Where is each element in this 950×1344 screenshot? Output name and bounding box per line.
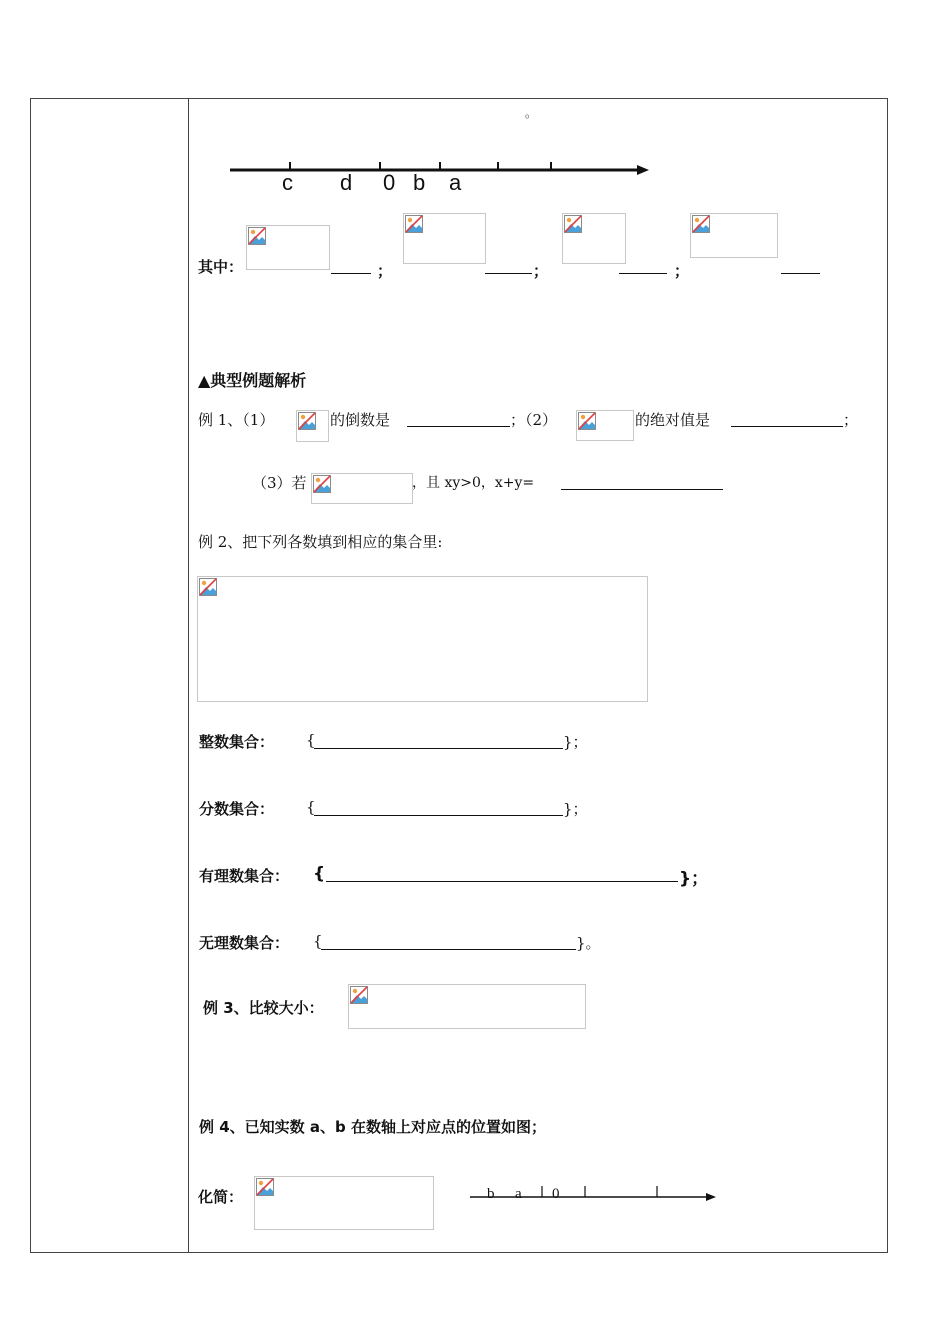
top-mark: 。 — [525, 106, 538, 120]
simplify-label: 化简： — [198, 1188, 244, 1206]
number-line-label: 0 — [383, 170, 396, 195]
ex2-title: 例 2、把下列各数填到相应的集合里: — [198, 533, 443, 551]
formula-image — [254, 1176, 434, 1230]
broken-image-icon — [350, 986, 368, 1004]
formula-image — [296, 410, 329, 442]
rational-set-label: 有理数集合： — [199, 867, 290, 885]
ex3-label: 例 3、比较大小： — [203, 999, 324, 1017]
where-label: 其中： — [198, 258, 244, 276]
fraction-set-blank[interactable] — [314, 815, 563, 816]
ex1-prefix: 例 1、（1） — [198, 411, 275, 429]
number-line-2 — [466, 1180, 721, 1210]
semicolon: ； — [533, 262, 549, 280]
table-column-divider — [188, 98, 189, 1253]
ex1-part3-rest: ，且 xy>0，x+y= — [412, 475, 535, 491]
number-line-label: a — [515, 1186, 522, 1202]
formula-image — [246, 225, 330, 270]
ex1-separator: ；（2） — [510, 411, 558, 429]
semicolon: ； — [674, 262, 690, 280]
number-line-label: a — [449, 170, 462, 195]
numbers-image — [197, 576, 648, 702]
broken-image-icon — [199, 578, 217, 596]
number-line-label: b — [487, 1186, 495, 1202]
irrational-set-label: 无理数集合： — [199, 934, 290, 952]
number-line-label: c — [282, 170, 293, 195]
set-open-brace: { — [313, 932, 323, 950]
formula-image — [690, 213, 778, 258]
irrational-set-blank[interactable] — [321, 949, 576, 950]
answer-blank[interactable] — [619, 273, 667, 274]
section-title: ▲典型例题解析 — [198, 371, 307, 390]
set-close-brace: }； — [563, 800, 588, 818]
broken-image-icon — [313, 475, 331, 493]
answer-blank[interactable] — [485, 273, 532, 274]
broken-image-icon — [256, 1178, 274, 1196]
broken-image-icon — [248, 227, 266, 245]
integer-set-blank[interactable] — [314, 748, 563, 749]
set-close-brace: }。 — [576, 934, 601, 952]
integer-set-label: 整数集合： — [199, 733, 275, 751]
number-line-label: b — [413, 170, 426, 195]
ex1-reciprocal-text: 的倒数是 — [330, 411, 391, 429]
broken-image-icon — [564, 215, 582, 233]
ex4-text: 例 4、已知实数 a、b 在数轴上对应点的位置如图； — [199, 1118, 546, 1136]
answer-blank[interactable] — [407, 426, 510, 427]
broken-image-icon — [692, 215, 710, 233]
semicolon: ； — [377, 262, 393, 280]
answer-blank[interactable] — [331, 273, 371, 274]
ex1-part3-prefix: （3）若 — [252, 474, 307, 492]
formula-image — [562, 213, 626, 264]
broken-image-icon — [578, 412, 596, 430]
set-open-brace: { — [306, 798, 316, 816]
answer-blank[interactable] — [561, 489, 723, 490]
set-close-brace: }； — [679, 869, 709, 889]
ex1-abs-text: 的绝对值是 — [635, 411, 711, 429]
rational-set-blank[interactable] — [326, 881, 678, 882]
number-line-label: d — [340, 170, 353, 195]
set-close-brace: }； — [563, 733, 588, 751]
number-line-arrow — [637, 165, 649, 175]
formula-image — [311, 473, 413, 504]
fraction-set-label: 分数集合： — [199, 800, 275, 818]
broken-image-icon — [298, 412, 316, 430]
formula-image — [348, 984, 586, 1029]
set-open-brace: { — [306, 731, 316, 749]
number-line-label: 0 — [552, 1186, 560, 1202]
formula-image — [576, 410, 634, 441]
formula-image — [403, 213, 486, 264]
answer-blank[interactable] — [731, 426, 843, 427]
answer-blank[interactable] — [781, 273, 820, 274]
number-line-arrow — [706, 1193, 716, 1201]
set-open-brace: { — [313, 864, 326, 884]
broken-image-icon — [405, 215, 423, 233]
ex1-end: ； — [843, 411, 859, 429]
